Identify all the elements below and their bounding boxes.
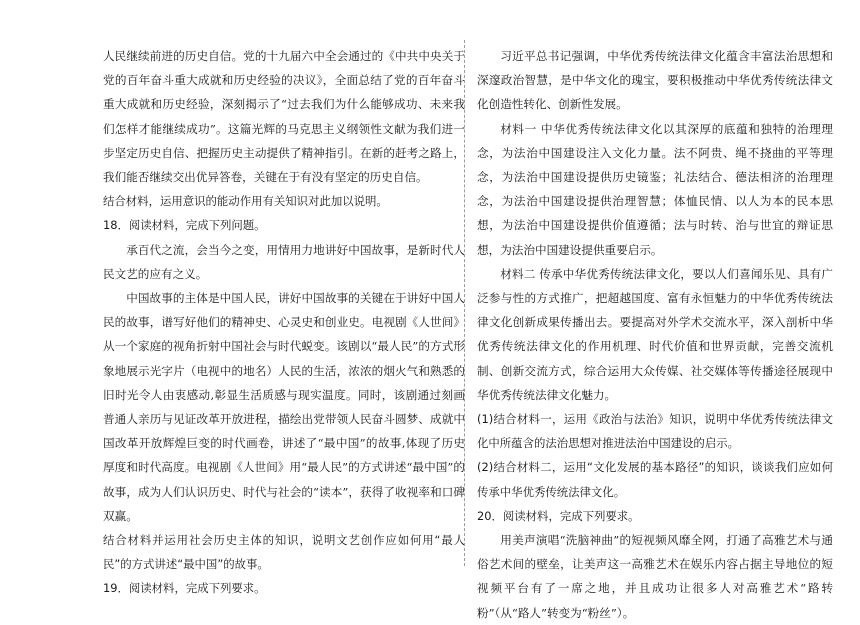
question-19-stem: 19．阅读材料，完成下列要求。 [103, 581, 266, 596]
question-18-stem: 18．阅读材料，完成下列问题。 [103, 218, 266, 233]
question-20-stem: 20．阅读材料，完成下列要求。 [477, 508, 640, 523]
paragraph-xi-legal-culture: 习近平总书记强调，中华优秀传统法律文化蕴含丰富法治思想和深邃政治智慧，是中华文化的瑰宝，要积极推动中华优秀传统法律文化创造性转化、创新性发展。 [477, 49, 833, 112]
question-18-prompt: 结合材料并运用社会历史主体的知识，说明文艺创作应如何用“最人民”的方式讲述“最中国”的故事。 [103, 533, 465, 572]
paragraph-new-era-literature: 承百代之流，会当今之变，用情用力地讲好中国故事，是新时代人民文艺的应有之义。 [103, 242, 465, 281]
question-17-prompt: 结合材料，运用意识的能动作用有关知识对此加以说明。 [103, 194, 388, 209]
column-divider [464, 40, 465, 566]
question-19-part-2: (2)结合材料二，运用“文化发展的基本路径”的知识，谈谈我们应如何传承中华优秀传统法律文化。 [477, 460, 833, 499]
paragraph-renshijian: 中国故事的主体是中国人民，讲好中国故事的关键在于讲好中国人民的故事，谱写好他们的精神史、心灵史和创业史。电视剧《人世间》从一个家庭的视角折射中国社会与时代蜕变。该剧以“最人民”的方式形象地展示光字片（电视中的地名）人民的生活，浓浓的烟火气和熟悉的旧时光令人由衷感动,彰显生活质感与现实温度。同时，该剧通过刻画普通人亲历与见证改革开放进程，描绘出党带领人民奋斗圆梦、成就中国改革开放辉煌巨变的时代画卷，讲述了“最中国”的故事,体现了历史厚度和时代高度。电视剧《人世间》用“最人民”的方式讲述“最中国”的故事，成为人们认识历史、时代与社会的“读本”，获得了收视率和口碑双赢。 [103, 291, 465, 523]
material-two: 材料二 传承中华优秀传统法律文化，要以人们喜闻乐见、具有广泛参与性的方式推广，把超越国度、富有永恒魅力的中华优秀传统法律文化创新成果传播出去。要提高对外学术交流水平，深入剖析中华优秀传统法律文化的作用机理、时代价值和世界贡献，完善交流机制、创新交流方式，综合运用大众传媒、社交媒体等传播途径展现中华优秀传统法律文化魅力。 [477, 266, 833, 402]
paragraph-history-confidence: 人民继续前进的历史自信。党的十九届六中全会通过的《中共中央关于党的百年奋斗重大成就和历史经验的决议》，全面总结了党的百年奋斗重大成就和历史经验，深刻揭示了“过去我们为什么能够成功、未来我们怎样才能继续成功”。这篇光辉的马克思主义纲领性文献为我们进一步坚定历史自信、把握历史主动提供了精神指引。在新的赶考之路上，我们能否继续交出优异答卷，关键在于有没有坚定的历史自信。 [103, 49, 465, 185]
material-one: 材料一 中华优秀传统法律文化以其深厚的底蕴和独特的治理理念，为法治中国建设注入文化力量。法不阿贵、绳不挠曲的平等理念，为法治中国建设提供历史镜鉴；礼法结合、德法相济的治理理念，为法治中国建设提供治理智慧；体恤民情、以人为本的民本思想，为法治中国建设提供价值遵循；法与时转、治与世宜的辩证思想，为法治中国建设提供重要启示。 [477, 121, 833, 257]
left-column [103, 44, 465, 601]
right-column [477, 44, 833, 625]
paragraph-bel-canto-video: 用美声演唱“洗脑神曲”的短视频风靡全网，打通了高雅艺术与通俗艺术间的壁垒，让美声这一高雅艺术在娱乐内容占据主导地位的短视频平台有了一席之地，并且成功让很多人对高雅艺术“路转粉”（从“路人”转变为“粉丝”）。 [477, 533, 833, 620]
question-19-part-1: (1)结合材料一，运用《政治与法治》知识，说明中华优秀传统法律文化中所蕴含的法治思想对推进法治中国建设的启示。 [477, 412, 833, 451]
